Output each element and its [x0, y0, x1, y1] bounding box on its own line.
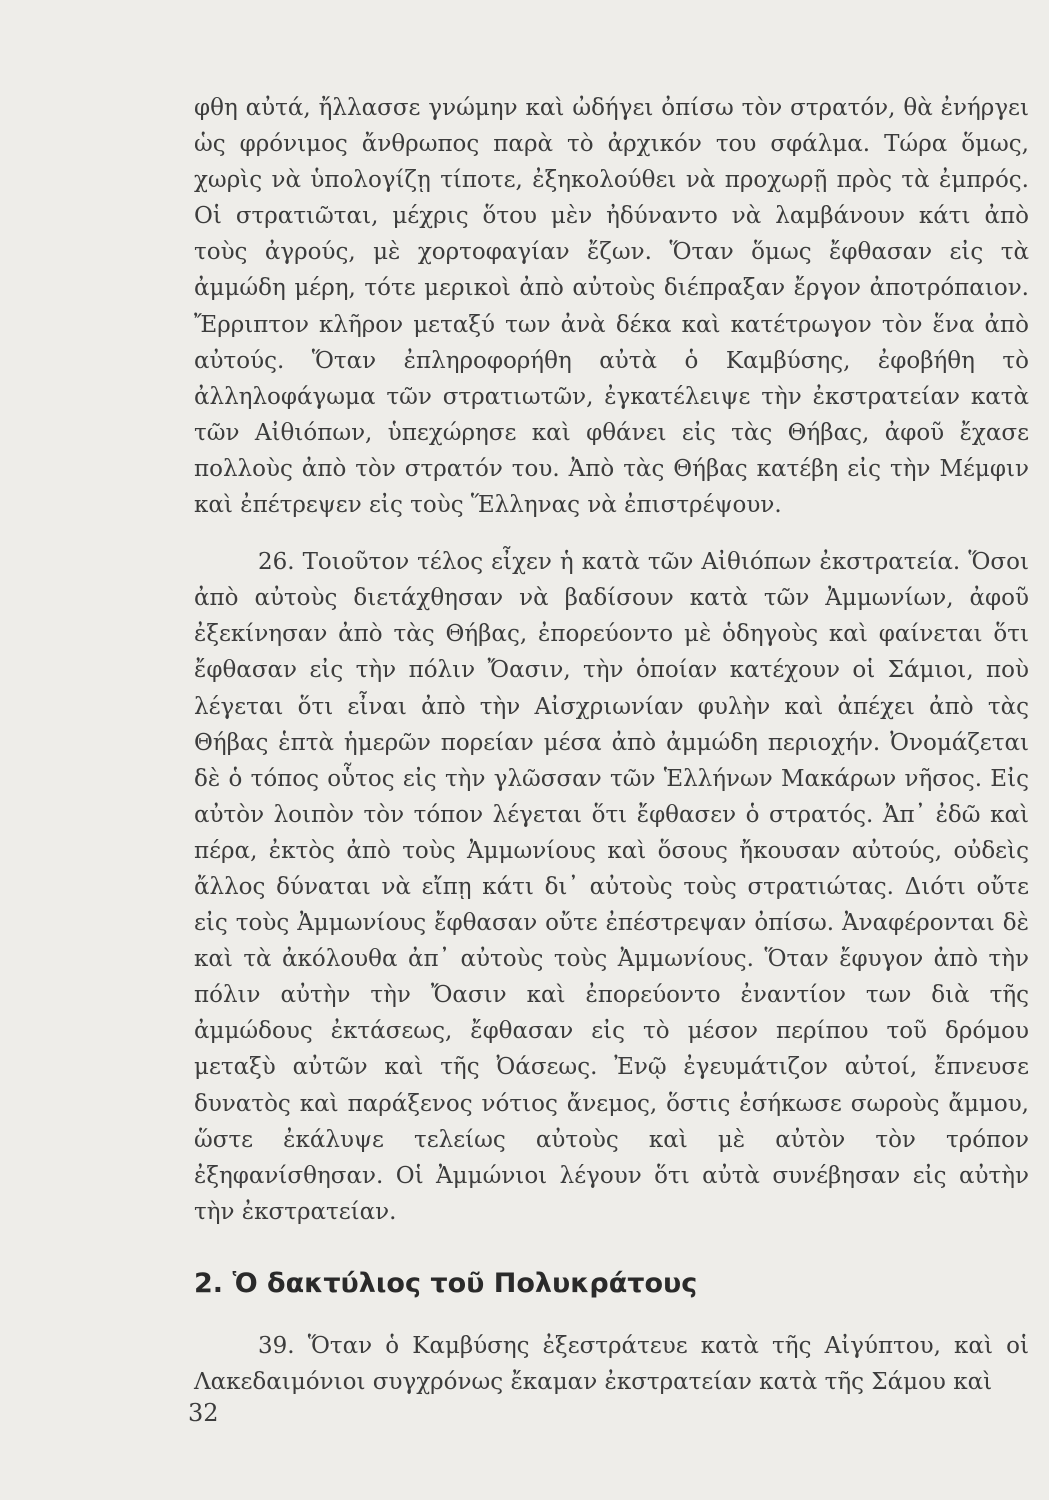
page-number: 32: [188, 1399, 219, 1427]
section-heading: 2. Ὁ δακτύλιος τοῦ Πολυκράτους: [194, 1267, 698, 1299]
paragraph-continuation: φθη αὐτά, ἤλλασσε γνώμην καὶ ὠδήγει ὀπίσω τὸν στρατόν, θὰ ἐνήργει ὡς φρόνιμος ἄνθρωπος παρὰ τὸ ἀρχικόν του σφάλμα. Τώρα ὅμως, χωρὶς νὰ ὑπολογίζῃ τίποτε, ἐξηκολούθει νὰ προχωρῇ πρὸς τὰ ἐμπρός. Οἱ στρατιῶται, μέχρις ὅτου μὲν ἠδύναντο νὰ λαμβάνουν κάτι ἀπὸ τοὺς ἀγρούς, μὲ χορτοφαγίαν ἔζων. Ὅταν ὅμως ἔφθασαν εἰς τὰ ἀμμώδη μέρη, τότε μερικοὶ ἀπὸ αὐτοὺς διέπραξαν ἔργον ἀποτρόπαιον. Ἔρριπτον κλῆρον μεταξύ των ἀνὰ δέκα καὶ κατέτρωγον τὸν ἕνα ἀπὸ αὐτούς. Ὅταν ἐπληροφορήθη αὐτὰ ὁ Καμβύσης, ἐφοβήθη τὸ ἀλληλοφάγωμα τῶν στρατιωτῶν, ἐγκατέλειψε τὴν ἐκστρατείαν κατὰ τῶν Αἰθιόπων, ὑπεχώρησε καὶ φθάνει εἰς τὰς Θήβας, ἀφοῦ ἔχασε πολλοὺς ἀπὸ τὸν στρατόν του. Ἀπὸ τὰς Θήβας κατέβη εἰς τὴν Μέμφιν καὶ ἐπέτρεψεν εἰς τοὺς Ἕλληνας νὰ ἐπιστρέψουν.: [194, 95, 1029, 519]
paragraph-26: 26. Τοιοῦτον τέλος εἶχεν ἡ κατὰ τῶν Αἰθιόπων ἐκστρατεία. Ὅσοι ἀπὸ αὐτοὺς διετάχθησαν νὰ βαδίσουν κατὰ τῶν Ἀμμωνίων, ἀφοῦ ἐξεκίνησαν ἀπὸ τὰς Θήβας, ἐπορεύοντο μὲ ὁδηγοὺς καὶ φαίνεται ὅτι ἔφθασαν εἰς τὴν πόλιν Ὄασιν, τὴν ὁποίαν κατέχουν οἱ Σάμιοι, ποὺ λέγεται ὅτι εἶναι ἀπὸ τὴν Αἰσχριωνίαν φυλὴν καὶ ἀπέχει ἀπὸ τὰς Θήβας ἑπτὰ ἡμερῶν πορείαν μέσα ἀπὸ ἀμμώδη περιοχήν. Ὀνομάζεται δὲ ὁ τόπος οὗτος εἰς τὴν γλῶσσαν τῶν Ἑλλήνων Μακάρων νῆσος. Εἰς αὐτὸν λοιπὸν τὸν τόπον λέγεται ὅτι ἔφθασεν ὁ στρατός. Ἀπ᾽ ἐδῶ καὶ πέρα, ἐκτὸς ἀπὸ τοὺς Ἀμμωνίους καὶ ὅσους ἤκουσαν αὐτούς, οὐδεὶς ἄλλος δύναται νὰ εἴπῃ κάτι δι᾽ αὐτοὺς τοὺς στρατιώτας. Διότι οὔτε εἰς τοὺς Ἀμμωνίους ἔφθασαν οὔτε ἐπέστρεψαν ὀπίσω. Ἀναφέρονται δὲ καὶ τὰ ἀκόλουθα ἀπ᾽ αὐτοὺς τοὺς Ἀμμωνίους. Ὅταν ἔφυγον ἀπὸ τὴν πόλιν αὐτὴν τὴν Ὄασιν καὶ ἐπορεύοντο ἐναντίον των διὰ τῆς ἀμμώδους ἐκτάσεως, ἔφθασαν εἰς τὸ μέσον περίπου τοῦ δρόμου μεταξὺ αὐτῶν καὶ τῆς Ὀάσεως. Ἐνῷ ἐγευμάτιζον αὐτοί, ἔπνευσε δυνατὸς καὶ παράξενος νότιος ἄνεμος, ὅστις ἐσήκωσε σωροὺς ἄμμου, ὥστε ἐκάλυψε τελείως αὐτοὺς καὶ μὲ αὐτὸν τὸν τρόπον ἐξηφανίσθησαν. Οἱ Ἀμμώνιοι λέγουν ὅτι αὐτὰ συνέβησαν εἰς αὐτὴν τὴν ἐκστρατείαν.: [194, 549, 1029, 1225]
page-text: [194, 90, 1029, 1400]
paragraph-39: 39. Ὅταν ὁ Καμβύσης ἐξεστράτευε κατὰ τῆς Αἰγύπτου, καὶ οἱ Λακεδαιμόνιοι συγχρόνως ἔκαμαν ἐκστρατείαν κατὰ τῆς Σάμου καὶ: [194, 1332, 1029, 1395]
